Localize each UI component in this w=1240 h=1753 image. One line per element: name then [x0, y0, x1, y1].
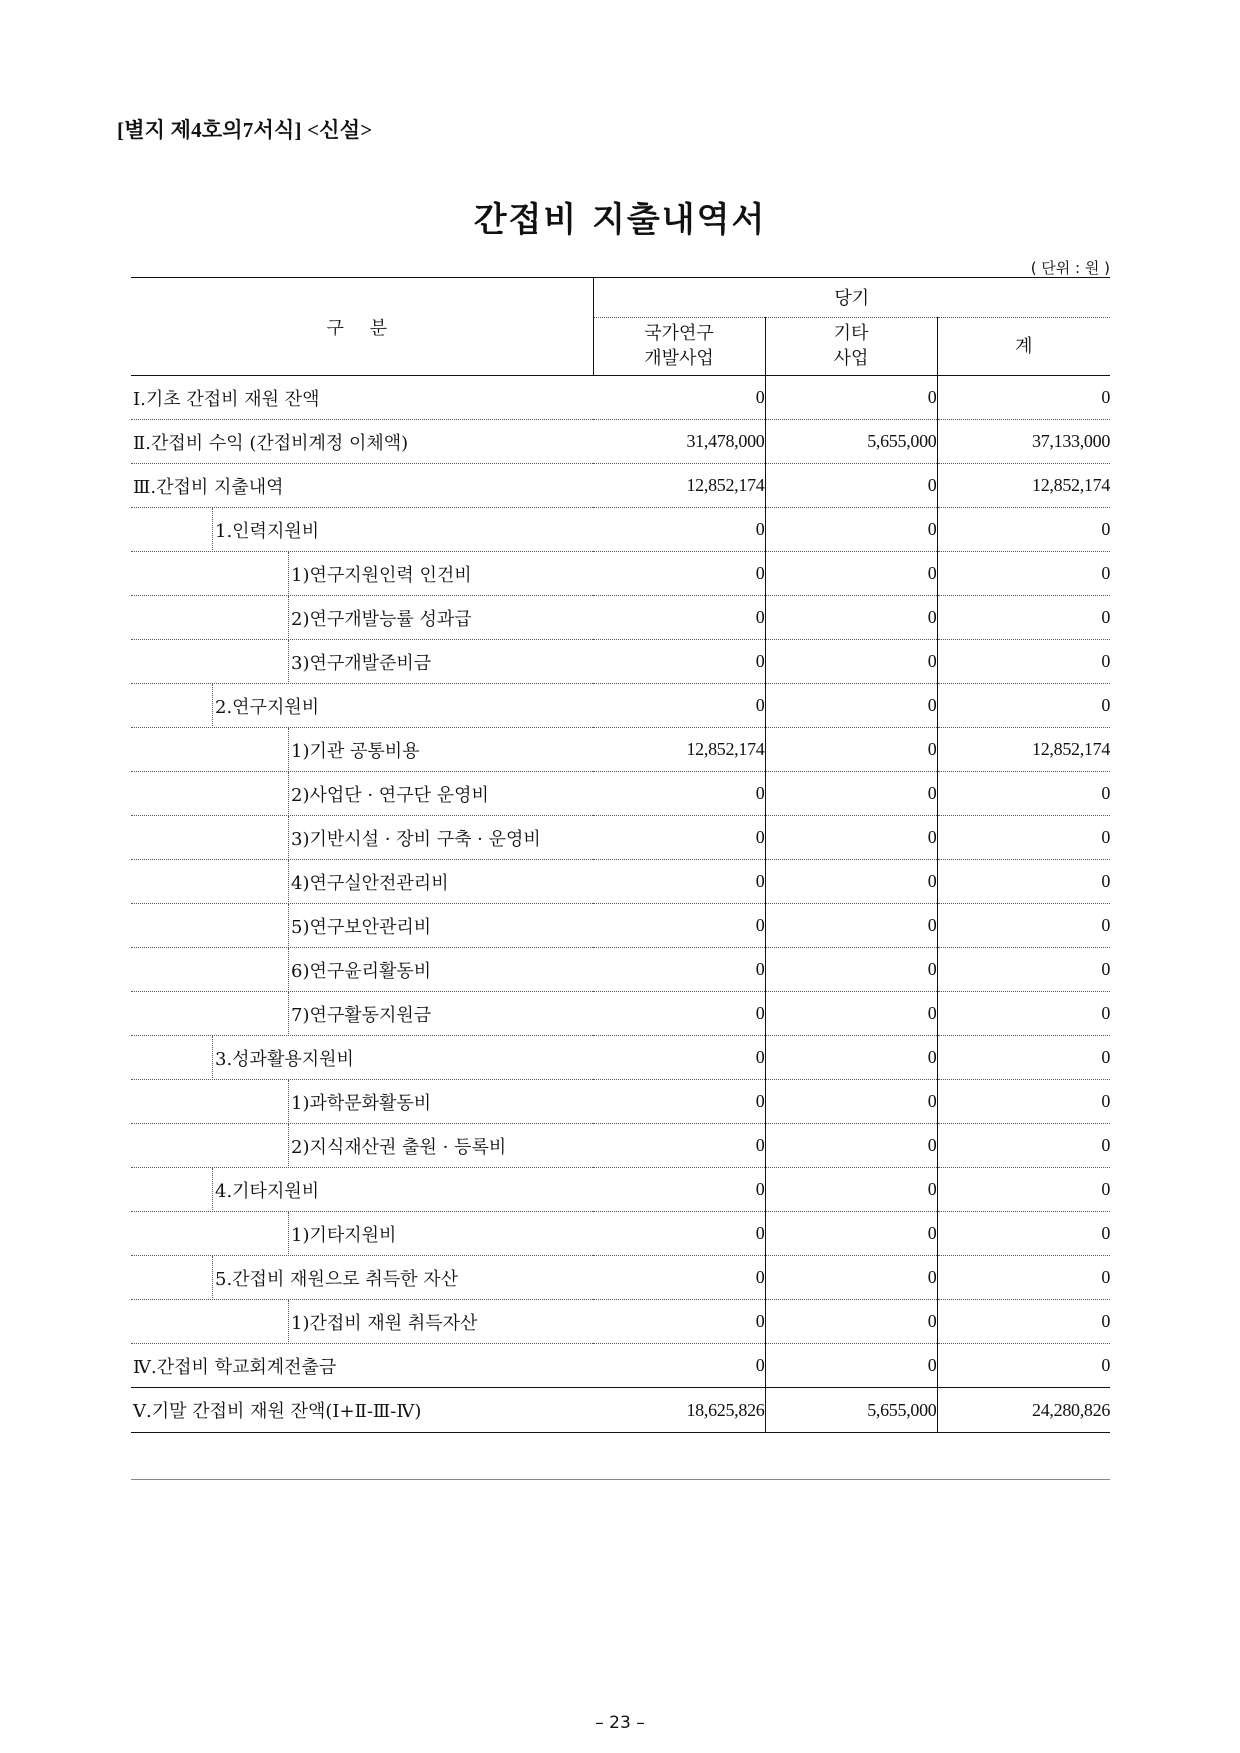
national-rnd-value: 0: [593, 948, 765, 992]
header-other-business-line1: 기타: [833, 323, 869, 345]
row-label: 2.연구지원비: [215, 696, 320, 718]
other-business-value: 0: [765, 1300, 937, 1344]
indent-guide: [288, 992, 289, 1036]
row-label-cell: [131, 1080, 593, 1124]
row-label: 1)연구지원인력 인건비: [291, 564, 472, 586]
national-rnd-value: 31,478,000: [593, 420, 765, 464]
row-label-cell: [131, 552, 593, 596]
table-row: [131, 904, 1110, 948]
total-value: 0: [937, 860, 1110, 904]
total-value: 12,852,174: [937, 728, 1110, 772]
unit-note: ( 단위 : 원 ): [1030, 259, 1110, 277]
national-rnd-value: 18,625,826: [593, 1388, 765, 1433]
other-business-value: 0: [765, 464, 937, 508]
page-number: – 23 –: [595, 1713, 645, 1733]
row-label: Ⅲ.간접비 지출내역: [133, 476, 284, 498]
row-label: 2)지식재산권 출원 · 등록비: [291, 1136, 507, 1158]
row-label: Ⅰ.기초 간접비 재원 잔액: [133, 388, 320, 410]
table-row: [131, 376, 1110, 420]
other-business-value: 0: [765, 1168, 937, 1212]
row-label-cell: [131, 728, 593, 772]
table-row: [131, 1124, 1110, 1168]
total-value: 0: [937, 684, 1110, 728]
total-value: 0: [937, 1300, 1110, 1344]
national-rnd-value: 0: [593, 552, 765, 596]
row-label-cell: [131, 948, 593, 992]
table-row: [131, 508, 1110, 552]
row-label: 1)기타지원비: [291, 1224, 397, 1246]
row-label: 1)간접비 재원 취득자산: [291, 1312, 478, 1334]
row-label-cell: [131, 1388, 593, 1433]
other-business-value: 0: [765, 1256, 937, 1300]
other-business-value: 0: [765, 1080, 937, 1124]
row-label-cell: [131, 772, 593, 816]
total-value: 0: [937, 816, 1110, 860]
form-label: [별지 제4호의7서식] <신설>: [117, 118, 373, 142]
other-business-value: 0: [765, 992, 937, 1036]
table-row: [131, 1036, 1110, 1080]
indent-guide: [288, 772, 289, 816]
table-row: [131, 1300, 1110, 1344]
indent-guide: [212, 1168, 213, 1212]
other-business-value: 0: [765, 1344, 937, 1388]
other-business-value: 0: [765, 816, 937, 860]
indent-guide: [212, 684, 213, 728]
row-label-cell: [131, 1212, 593, 1256]
total-value: 0: [937, 1256, 1110, 1300]
row-label-cell: [131, 640, 593, 684]
row-label: Ⅳ.간접비 학교회계전출금: [133, 1356, 337, 1378]
table-row: [131, 1212, 1110, 1256]
total-value: 0: [937, 1212, 1110, 1256]
row-label-cell: [131, 1300, 593, 1344]
row-label-cell: [131, 860, 593, 904]
national-rnd-value: 0: [593, 904, 765, 948]
national-rnd-value: 0: [593, 640, 765, 684]
table-row: [131, 860, 1110, 904]
total-value: 0: [937, 992, 1110, 1036]
indent-guide: [212, 1256, 213, 1300]
national-rnd-value: 0: [593, 596, 765, 640]
other-business-value: 5,655,000: [765, 1388, 937, 1433]
total-value: 37,133,000: [937, 420, 1110, 464]
row-label: 2)사업단 · 연구단 운영비: [291, 784, 489, 806]
header-total: 계: [937, 317, 1110, 375]
indent-guide: [288, 904, 289, 948]
total-value: 24,280,826: [937, 1388, 1110, 1433]
row-label-cell: [131, 376, 593, 420]
total-value: 0: [937, 1124, 1110, 1168]
national-rnd-value: 0: [593, 1344, 765, 1388]
row-label: 5)연구보안관리비: [291, 916, 432, 938]
table-row: [131, 640, 1110, 684]
row-label: 4)연구실안전관리비: [291, 872, 449, 894]
table-row: [131, 948, 1110, 992]
table-row: [131, 772, 1110, 816]
header-national-rnd-line2: 개발사업: [644, 348, 714, 370]
indent-guide: [212, 508, 213, 552]
indent-guide: [288, 596, 289, 640]
national-rnd-value: 0: [593, 1036, 765, 1080]
other-business-value: 0: [765, 948, 937, 992]
row-label: 1)과학문화활동비: [291, 1092, 432, 1114]
row-label-cell: [131, 684, 593, 728]
row-label-cell: [131, 464, 593, 508]
row-label: 3.성과활용지원비: [215, 1048, 354, 1070]
expense-table: [131, 277, 1110, 1433]
bottom-divider: [131, 1479, 1110, 1480]
header-other-business-line2: 사업: [833, 348, 869, 370]
total-value: 0: [937, 1168, 1110, 1212]
row-label: Ⅴ.기말 간접비 재원 잔액(Ⅰ+Ⅱ-Ⅲ-Ⅳ): [133, 1401, 422, 1422]
row-label-cell: [131, 1344, 593, 1388]
table-row: [131, 684, 1110, 728]
indent-guide: [288, 1124, 289, 1168]
total-value: 0: [937, 508, 1110, 552]
table-row: [131, 596, 1110, 640]
row-label-cell: [131, 596, 593, 640]
indent-guide: [288, 728, 289, 772]
other-business-value: 0: [765, 772, 937, 816]
document-title: 간접비 지출내역서: [473, 200, 767, 240]
other-business-value: 0: [765, 596, 937, 640]
national-rnd-value: 0: [593, 376, 765, 420]
indent-guide: [212, 1036, 213, 1080]
total-value: 0: [937, 552, 1110, 596]
national-rnd-value: 0: [593, 816, 765, 860]
national-rnd-value: 12,852,174: [593, 728, 765, 772]
header-other-business: [765, 317, 937, 375]
row-label-cell: [131, 816, 593, 860]
header-period: 당기: [593, 278, 1110, 318]
other-business-value: 0: [765, 640, 937, 684]
indent-guide: [288, 1212, 289, 1256]
total-value: 0: [937, 1080, 1110, 1124]
row-label-cell: [131, 508, 593, 552]
row-label-cell: [131, 1168, 593, 1212]
row-label: 3)연구개발준비금: [291, 652, 432, 674]
header-national-rnd: [593, 317, 765, 375]
indent-guide: [288, 1080, 289, 1124]
other-business-value: 0: [765, 552, 937, 596]
row-label-cell: [131, 904, 593, 948]
other-business-value: 0: [765, 684, 937, 728]
table-row: [131, 1168, 1110, 1212]
row-label: 2)연구개발능률 성과급: [291, 608, 472, 630]
total-value: 0: [937, 376, 1110, 420]
total-value: 0: [937, 1344, 1110, 1388]
total-value: 0: [937, 904, 1110, 948]
row-label: 6)연구윤리활동비: [291, 960, 432, 982]
table-row: [131, 1080, 1110, 1124]
row-label-cell: [131, 420, 593, 464]
other-business-value: 0: [765, 508, 937, 552]
other-business-value: 0: [765, 376, 937, 420]
total-value: 0: [937, 1036, 1110, 1080]
row-label: 1.인력지원비: [215, 520, 320, 542]
national-rnd-value: 0: [593, 860, 765, 904]
row-label: 7)연구활동지원금: [291, 1004, 432, 1026]
header-category: 구 분: [131, 278, 593, 376]
national-rnd-value: 0: [593, 684, 765, 728]
row-label-cell: [131, 992, 593, 1036]
table-row: [131, 992, 1110, 1036]
table-row: [131, 816, 1110, 860]
expense-table-body: [131, 376, 1110, 1433]
national-rnd-value: 0: [593, 1256, 765, 1300]
indent-guide: [288, 640, 289, 684]
national-rnd-value: 0: [593, 1080, 765, 1124]
national-rnd-value: 0: [593, 1124, 765, 1168]
national-rnd-value: 0: [593, 508, 765, 552]
row-label-cell: [131, 1124, 593, 1168]
other-business-value: 0: [765, 860, 937, 904]
row-label-cell: [131, 1256, 593, 1300]
other-business-value: 0: [765, 728, 937, 772]
table-row: [131, 1388, 1110, 1433]
national-rnd-value: 0: [593, 1168, 765, 1212]
indent-guide: [288, 860, 289, 904]
national-rnd-value: 0: [593, 992, 765, 1036]
header-national-rnd-line1: 국가연구: [644, 323, 714, 345]
row-label: 5.간접비 재원으로 취득한 자산: [215, 1268, 458, 1290]
row-label: Ⅱ.간접비 수익 (간접비계정 이체액): [133, 432, 409, 454]
other-business-value: 0: [765, 1036, 937, 1080]
total-value: 0: [937, 772, 1110, 816]
row-label: 3)기반시설 · 장비 구축 · 운영비: [291, 828, 541, 850]
table-row: [131, 728, 1110, 772]
other-business-value: 0: [765, 1124, 937, 1168]
total-value: 12,852,174: [937, 464, 1110, 508]
total-value: 0: [937, 596, 1110, 640]
table-row: [131, 1344, 1110, 1388]
row-label-cell: [131, 1036, 593, 1080]
table-row: [131, 420, 1110, 464]
indent-guide: [288, 552, 289, 596]
national-rnd-value: 0: [593, 1300, 765, 1344]
other-business-value: 5,655,000: [765, 420, 937, 464]
table-row: [131, 1256, 1110, 1300]
indent-guide: [288, 1300, 289, 1344]
national-rnd-value: 0: [593, 772, 765, 816]
indent-guide: [288, 816, 289, 860]
row-label: 4.기타지원비: [215, 1180, 320, 1202]
other-business-value: 0: [765, 1212, 937, 1256]
total-value: 0: [937, 948, 1110, 992]
total-value: 0: [937, 640, 1110, 684]
national-rnd-value: 0: [593, 1212, 765, 1256]
national-rnd-value: 12,852,174: [593, 464, 765, 508]
table-row: [131, 464, 1110, 508]
other-business-value: 0: [765, 904, 937, 948]
table-row: [131, 552, 1110, 596]
row-label: 1)기관 공통비용: [291, 740, 420, 762]
indent-guide: [288, 948, 289, 992]
